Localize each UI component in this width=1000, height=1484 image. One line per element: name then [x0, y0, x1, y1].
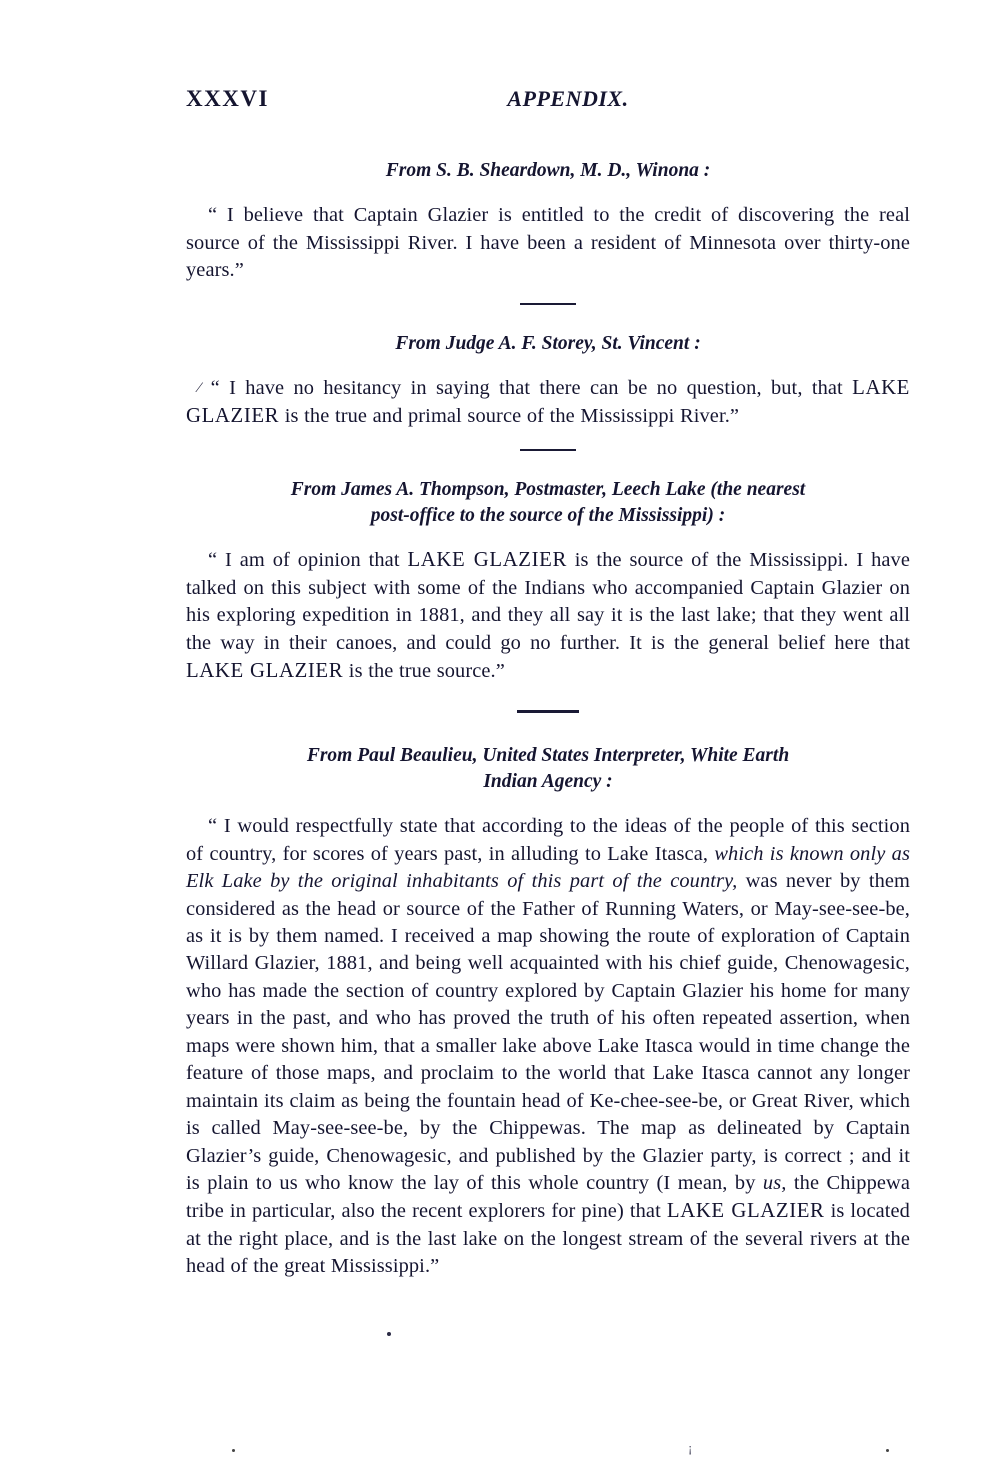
stray-mark: ⁄ [198, 379, 201, 396]
letter-4-italic-2: us, [762, 1171, 787, 1194]
letter-4-text-b: was never by them considered as the head or source of the Father of Running Waters, or May-see-see-be, as it is by them named. I received a map showing the route of exploration of Captain Willard Glazier, 1881, and being well acquainted with his chief guide, Chenowagesic, who has made the section of country explored by Captain Glazier his home for many years in the past, and who has proved the truth of his often repeated assertion, when maps were shown him, that a smaller lake above Lake Itasca would in time change the feature of those maps, and proclaim to the world that Lake Itasca cannot any longer maintain its claim as being the fountain head of Ke-chee-see-be, or Great River, which is called May-see-see-be, by the Chippewas. The map as delineated by Captain Glazier’s guide, Chenowagesic, and published by the Glazier party, is correct ; and it is plain to us who know the lay of this whole country (I mean, by [186, 870, 910, 1194]
letter-3-lake-name-2: LAKE GLAZIER [186, 659, 344, 683]
letter-2-text-pre: “ I have no hesitancy in saying that there can be no question, but, that [210, 376, 853, 399]
letter-4-text-a: “ I would respectfully state that according to the ideas of the people of this section of country, for scores of years past, in alluding to Lake Itasca, [186, 815, 910, 865]
letter-3-lake-name-1: LAKE GLAZIER [407, 548, 567, 572]
letter-1-heading: From S. B. Sheardown, M. D., Winona : [385, 160, 711, 181]
letter-1-body: “ I believe that Captain Glazier is entitled to the credit of discovering the real source of the Mississippi River. I have been a resident of Minnesota over thirty-one years.” [186, 204, 910, 282]
letter-2-text-post: is the true and primal source of the Mississippi River.” [279, 405, 740, 428]
letter-4-text-d: is located at the right place, and is the last lake on the longest stream of the several rivers at the head of the great Mississippi.” [186, 1200, 910, 1278]
letter-4-body [186, 813, 910, 1280]
letter-2-heading: From Judge A. F. Storey, St. Vincent : [395, 332, 701, 354]
ink-speck-footer-right [886, 1449, 889, 1452]
letter-3-text-a: “ I am of opinion that [208, 549, 408, 572]
letter-4-heading [198, 743, 898, 796]
letter-4-heading-line2: Indian Agency : [483, 770, 613, 792]
footer-mark: ¡ [688, 1440, 693, 1455]
letter-3-body [186, 546, 910, 685]
page-number: XXXVI [186, 86, 269, 111]
section-rule-2 [520, 449, 576, 451]
letter-4-text-c: the Chippewa tribe in particular, also the recent explorers for pine) that [186, 1171, 910, 1223]
section-rule-1 [520, 303, 576, 305]
ink-speck-footer-left [232, 1449, 235, 1452]
section-rule-3 [517, 710, 579, 713]
page-header [186, 86, 910, 130]
page-content [186, 86, 910, 1281]
letter-4-lake-name: LAKE GLAZIER [666, 1199, 825, 1223]
letter-3-text-c: is the source of the Mississippi. I have talked on this subject with some of the Indians who accompanied Captain Glazier on his exploring expedition in 1881, and they all say it is the last lake; that they went all the way in their canoes, and could go no further. It is the general belief here that [186, 549, 910, 654]
letter-3-heading [198, 477, 898, 530]
ink-speck-body [387, 1332, 391, 1336]
letter-2-lake-name: LAKE GLAZIER [186, 375, 910, 428]
running-head: APPENDIX. [507, 86, 629, 111]
letter-2-body [186, 374, 910, 431]
letter-3-text-e: is the true source.” [343, 660, 505, 683]
letter-3-heading-line1: From James A. Thompson, Postmaster, Leech Lake (the nearest [290, 478, 806, 500]
letter-4-italic-1: which is known only as Elk Lake by the original inhabitants of this part of the country, [186, 842, 910, 893]
letter-3-heading-line2: post-office to the source of the Mississippi) : [370, 505, 726, 527]
letter-4-heading-line1: From Paul Beaulieu, United States Interpreter, White Earth [306, 744, 790, 766]
